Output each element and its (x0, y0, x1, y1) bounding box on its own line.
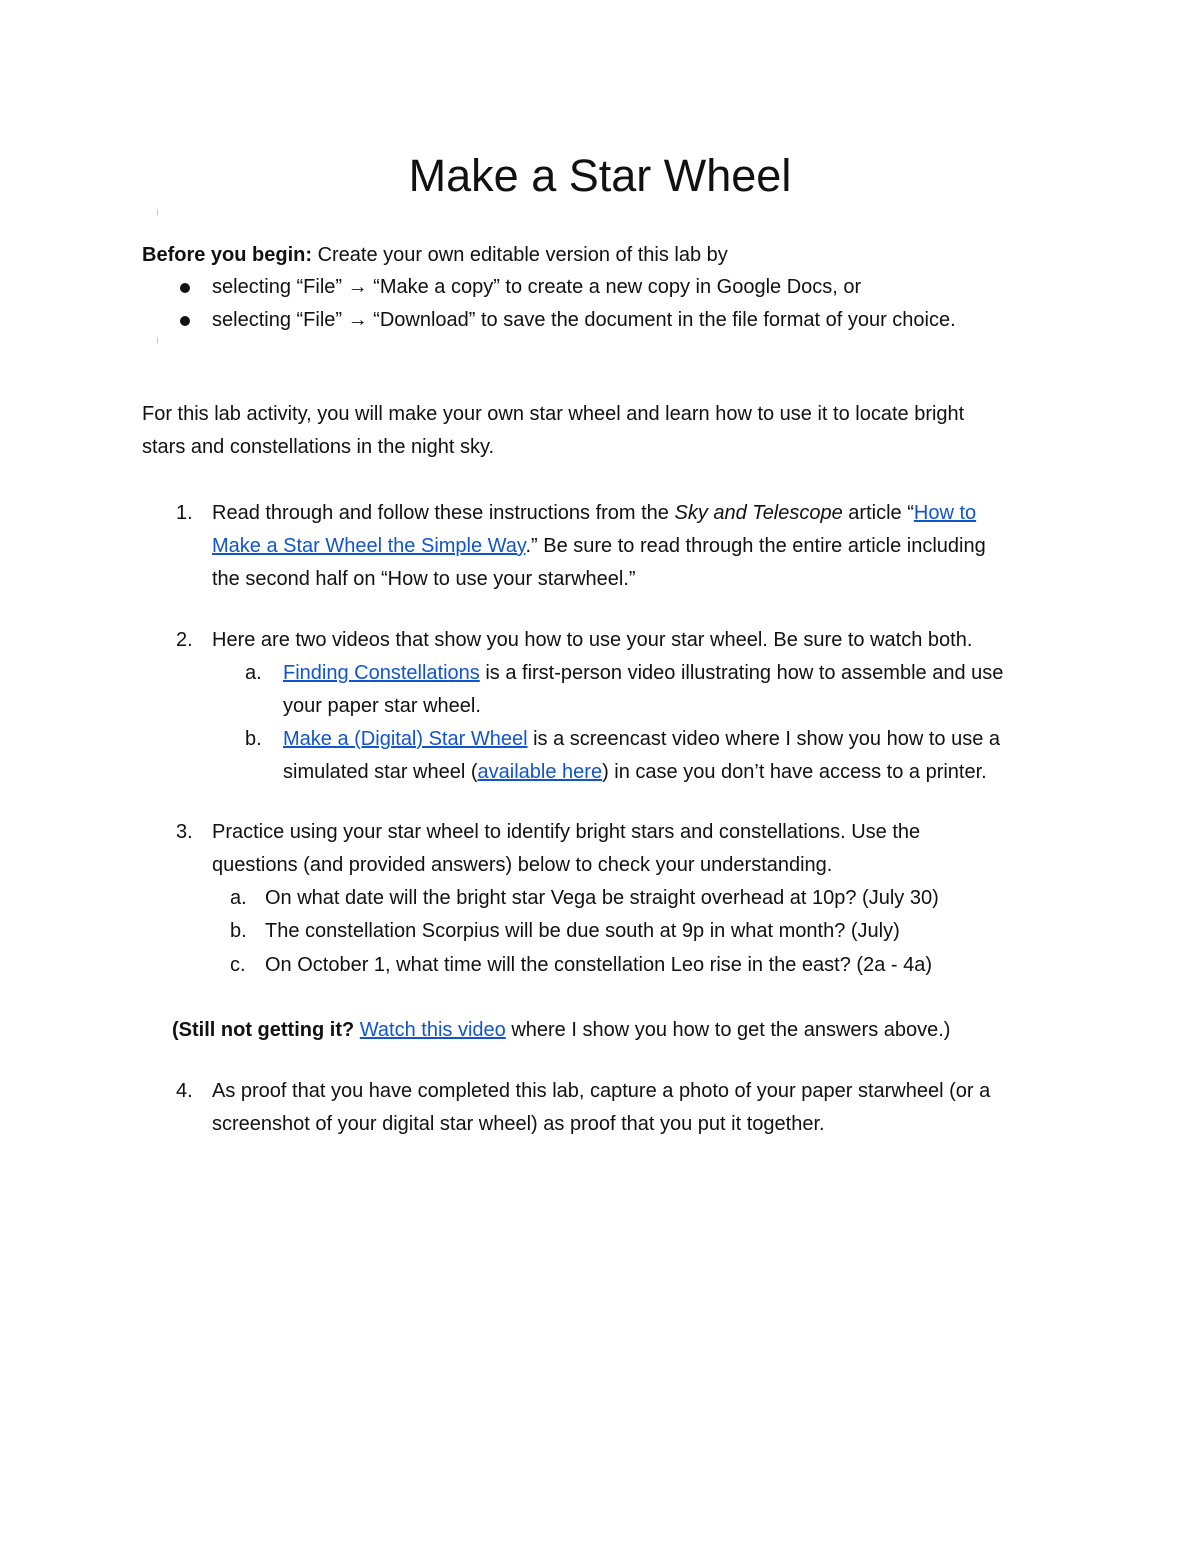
article-link[interactable]: How to (913, 502, 977, 524)
step-2b-text-post: ) in case you don’t have access to a printer. (602, 761, 987, 783)
digital-star-wheel-link[interactable]: Make a (Digital) Star Wheel (283, 728, 528, 750)
step-4-number: 4. (176, 1080, 193, 1102)
finding-constellations-link[interactable]: Finding Constellations (283, 662, 480, 684)
step-3-line-1: Practice using your star wheel to identify bright stars and constellations. Use the (212, 821, 921, 843)
question-text: The constellation Scorpius will be due south at 9p in what month? (July) (265, 920, 900, 942)
step-2a-label: a. (245, 662, 262, 684)
help-bold: Still not getting it? (178, 1019, 355, 1041)
bullet-dot (180, 283, 190, 293)
question-text: On what date will the bright star Vega be straight overhead at 10p? (July 30) (265, 887, 939, 909)
step-2-number: 2. (176, 629, 193, 651)
step-2b-text-pre: simulated star wheel ( (283, 761, 478, 783)
step-2a-text: is a first-person video illustrating how to assemble and use (479, 662, 1004, 684)
step-1-text: Read through and follow these instructions from the (212, 502, 675, 524)
step-1-text-post: .” Be sure to read through the entire article including (525, 535, 986, 557)
step-1-number: 1. (176, 502, 193, 524)
step-1-line-3: the second half on “How to use your starwheel.” (212, 568, 636, 590)
source-title: Sky and Telescope (674, 502, 843, 524)
watch-video-link[interactable]: Watch this video (359, 1019, 506, 1041)
article-link-continued[interactable]: Make a Star Wheel the Simple Way (212, 535, 526, 557)
intro-text: Create your own editable version of this lab by (312, 244, 728, 266)
paragraph-marker (157, 337, 158, 344)
intro-bullet-2: selecting “File” → “Download” to save the document in the file format of your choice. (212, 309, 956, 331)
step-2a-line-1 (283, 663, 1003, 683)
step-2b-text: is a screencast video where I show you how to use a (527, 728, 1001, 750)
page-title: Make a Star Wheel (408, 150, 792, 201)
description-line-2: stars and constellations in the night sky. (142, 436, 495, 458)
description-line-1: For this lab activity, you will make your own star wheel and learn how to use it to locate bright (142, 403, 965, 425)
intro-label: Before you begin: (142, 244, 313, 266)
intro-bullet-1: selecting “File” → “Make a copy” to create a new copy in Google Docs, or (212, 276, 862, 298)
paragraph-marker (157, 209, 158, 216)
step-2b-label: b. (245, 728, 262, 750)
question-label: a. (230, 887, 247, 909)
step-4-line-2: screenshot of your digital star wheel) as proof that you put it together. (212, 1113, 825, 1135)
available-here-link[interactable]: available here (477, 761, 603, 783)
step-2b-line-2 (283, 762, 987, 782)
step-4-line-1: As proof that you have completed this lab, capture a photo of your paper starwheel (or a (212, 1080, 991, 1102)
step-1-line-1 (212, 503, 976, 523)
question-label: c. (230, 954, 246, 976)
step-2b-line-1 (283, 729, 1000, 749)
step-1-text-mid: article “ (842, 502, 914, 524)
step-2a-line-2: your paper star wheel. (283, 695, 481, 717)
intro-line (142, 245, 728, 265)
step-3-line-2: questions (and provided answers) below to check your understanding. (212, 854, 833, 876)
question-text: On October 1, what time will the constellation Leo rise in the east? (2a - 4a) (265, 954, 933, 976)
bullet-dot (180, 316, 190, 326)
step-2-line-1: Here are two videos that show you how to use your star wheel. Be sure to watch both. (212, 629, 973, 651)
step-3-number: 3. (176, 821, 193, 843)
step-1-line-2 (212, 536, 986, 556)
help-paren: ( (172, 1019, 179, 1041)
question-label: b. (230, 920, 247, 942)
help-text: where I show you how to get the answers above.) (505, 1019, 951, 1041)
help-line (172, 1020, 950, 1040)
